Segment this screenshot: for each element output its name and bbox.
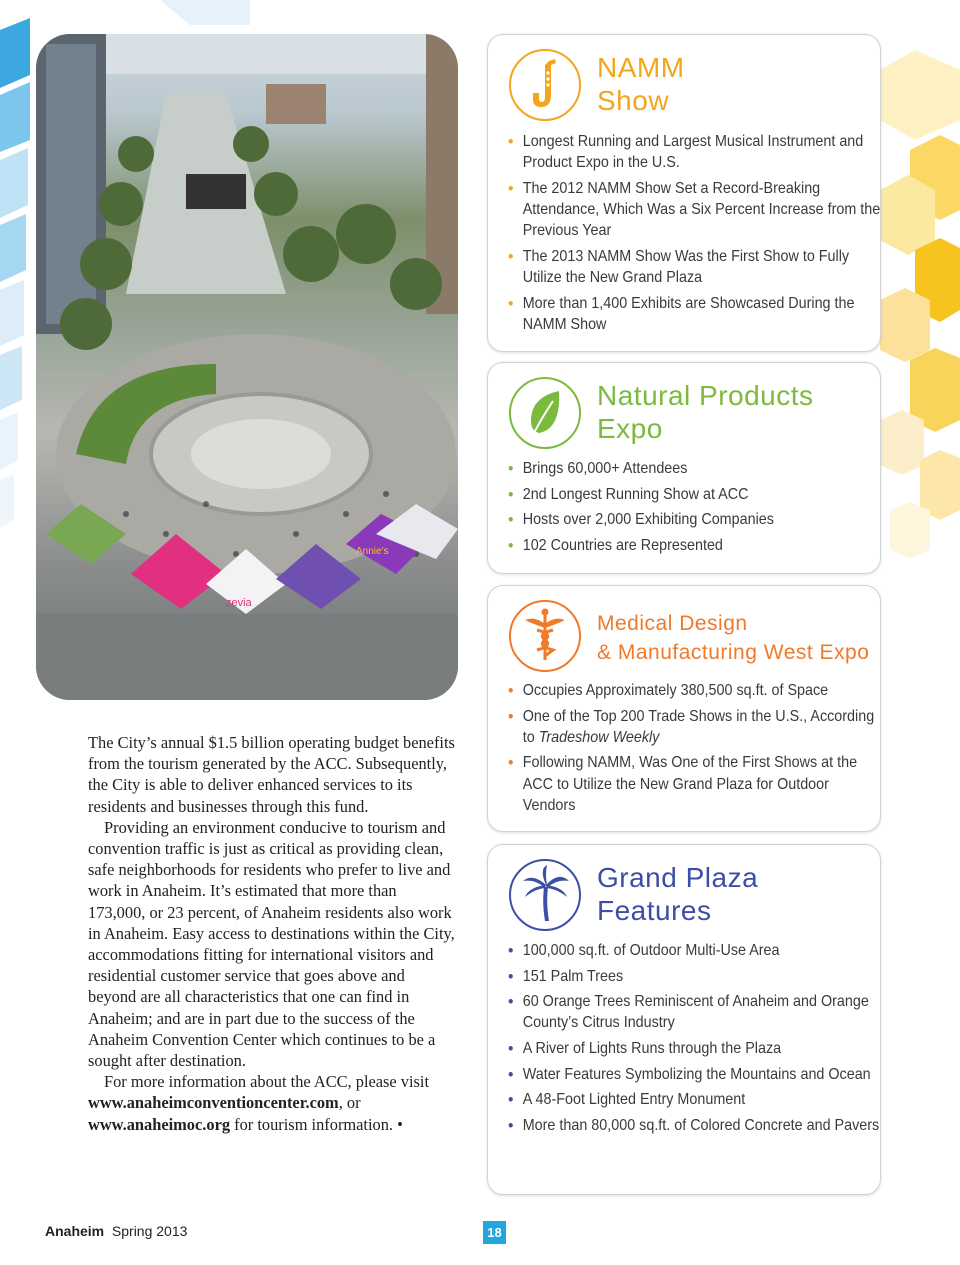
list-item: • Following NAMM, Was One of the First Shows at the ACC to Utilize the New Grand Plaza for Outdoor Vendors: [508, 752, 882, 816]
list-item: • 2nd Longest Running Show at ACC: [508, 484, 882, 505]
gp-title: [597, 861, 758, 927]
zevia-tent-label: zevia: [226, 597, 252, 609]
leaf-icon: [509, 377, 581, 449]
palm-tree-icon: [509, 859, 581, 931]
gp-list: [508, 940, 914, 1140]
namm-title: [597, 51, 685, 117]
list-item: • 102 Countries are Represented: [508, 535, 882, 556]
list-item: • More than 80,000 sq.ft. of Colored Concrete and Pavers: [508, 1115, 882, 1136]
tradeshow-weekly-title: Tradeshow Weekly: [538, 728, 660, 746]
grand-plaza-card: [487, 844, 881, 1195]
list-item: • The 2012 NAMM Show Set a Record-Breaking Attendance, Which Was a Six Percent Increase from the Previous Year: [508, 178, 882, 242]
list-item: • The 2013 NAMM Show Was the First Show to Fully Utilize the New Grand Plaza: [508, 246, 882, 288]
grand-plaza-photo: [36, 34, 458, 700]
npe-list: [508, 458, 914, 560]
med-title-line2: & Manufacturing West Expo: [597, 641, 870, 664]
list-item: • Longest Running and Largest Musical Instrument and Product Expo in the U.S.: [508, 131, 882, 173]
npe-title-line2: Expo: [597, 413, 663, 444]
article-paragraph-2: Providing an environment conducive to tourism and convention traffic is just as critical as providing clean, safe neighborhoods for residents who prefer to live and work in Anaheim. It’s estimated that more than 173,000, or 23 percent, of Anaheim residents also work in Anaheim. Easy access to destinations within the City, accommodations fitting for international visitors and residential customer service that goes above and beyond are all characteristics that one can find in Anaheim; and are in part due to the success of the Anaheim Convention Center which continues to be a sought after destination.: [88, 817, 455, 1071]
list-item: • A 48-Foot Lighted Entry Monument: [508, 1089, 882, 1110]
page-number: 18: [483, 1221, 506, 1244]
saxophone-icon: [509, 49, 581, 121]
npe-title: [597, 379, 814, 445]
according-to-text: According to: [522, 707, 875, 746]
namm-show-card: [487, 34, 881, 352]
namm-title-line1: NAMM: [597, 52, 685, 83]
list-item: • Occupies Approximately 380,500 sq.ft. of Space: [508, 680, 882, 701]
med-title: [597, 609, 869, 667]
med-list: [508, 680, 914, 820]
namm-list: [508, 131, 914, 339]
natural-products-card: [487, 362, 881, 574]
article-body: [88, 732, 456, 1135]
convention-center-link[interactable]: www.anaheimconventioncenter.com: [88, 1093, 339, 1113]
list-item: [508, 706, 882, 748]
article-paragraph-1: The City’s annual $1.5 billion operating budget benefits from the tourism generated by the ACC. Subsequently, the City is able to deliver enhanced services to its residents and businesses through this fund.: [88, 733, 455, 816]
plaza-illustration: [36, 34, 458, 700]
medical-design-card: [487, 585, 881, 832]
publication-name: Anaheim: [45, 1223, 105, 1239]
paragraph-3-connector: , or: [338, 1093, 361, 1113]
namm-title-line2: Show: [597, 85, 670, 116]
top-200-text: One of the Top 200 Trade Shows in the U.S.,: [522, 707, 808, 725]
list-item: • More than 1,400 Exhibits are Showcased During the NAMM Show: [508, 293, 882, 335]
article-paragraph-3: [88, 1071, 456, 1135]
paragraph-3-outro: for tourism information. •: [230, 1114, 403, 1134]
list-item: • Brings 60,000+ Attendees: [508, 458, 882, 479]
page-footer: [45, 1223, 187, 1239]
med-title-line1: Medical Design: [597, 612, 748, 635]
anaheimoc-link[interactable]: www.anaheimoc.org: [88, 1114, 231, 1134]
list-item: • 151 Palm Trees: [508, 966, 882, 987]
caduceus-icon: [509, 600, 581, 672]
paragraph-3-intro: For more information about the ACC, please visit: [104, 1072, 430, 1092]
gp-title-line2: Features: [597, 895, 712, 926]
gp-title-line1: Grand Plaza: [597, 862, 759, 893]
issue-date: Spring 2013: [111, 1223, 188, 1239]
list-item: • A River of Lights Runs through the Plaza: [508, 1038, 882, 1059]
list-item: • Water Features Symbolizing the Mountains and Ocean: [508, 1064, 882, 1085]
list-item: • Hosts over 2,000 Exhibiting Companies: [508, 509, 882, 530]
npe-title-line1: Natural Products: [597, 380, 814, 411]
annies-tent-label: Annie's: [356, 546, 389, 557]
list-item: • 60 Orange Trees Reminiscent of Anaheim and Orange County’s Citrus Industry: [508, 991, 882, 1033]
list-item: • 100,000 sq.ft. of Outdoor Multi-Use Area: [508, 940, 882, 961]
